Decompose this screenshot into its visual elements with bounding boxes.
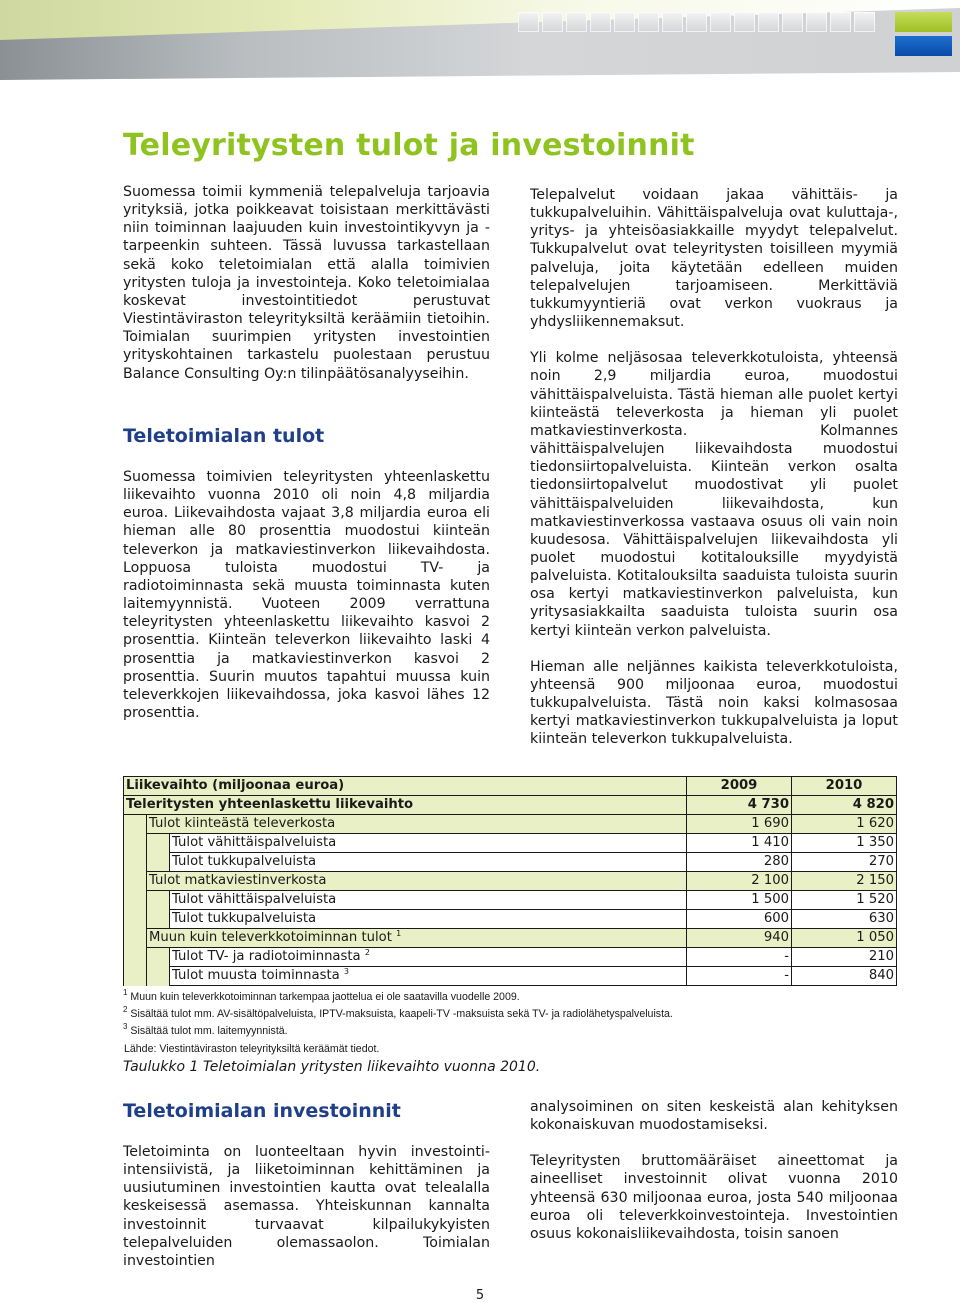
table-row-label: Tulot tukkupalveluista [170, 910, 687, 929]
table-cell-2009: - [687, 967, 792, 986]
footnote-mark: 3 [343, 967, 350, 976]
table-total-2009: 4 730 [687, 796, 792, 815]
table-indent [124, 815, 147, 986]
table-row [124, 967, 897, 986]
footnote-2: $^2$ Sisältää tulot mm. AV-sisältöpalveluista, IPTV-maksuista, kaapeli-TV -maksuista sekä TV- ja radiolähetyspalveluista. [123, 1005, 673, 1021]
table-row-label [147, 929, 687, 948]
table-row [124, 910, 897, 929]
table-total-2010: 4 820 [792, 796, 897, 815]
right-column-top [530, 186, 898, 767]
heading-investoinnit: Teletoimialan investoinnit [123, 1100, 401, 1122]
table-cell-2010: 1 520 [792, 891, 897, 910]
table-row-label-text: Tulot muusta toiminnasta [172, 968, 340, 983]
table-row [124, 815, 897, 834]
footnote-1: $^1$ Muun kuin televerkkotoiminnan tarkempaa jaottelua ei ole saatavilla vuodelle 2009. [123, 988, 520, 1003]
right-paragraph-3: Hieman alle neljännes kaikista televerkkotuloista, yhteensä 900 miljoonaa euroa, muodostui tukkupalveluista. Tästä noin kaksi kolmasosaa kertyi matkaviestinverkon tukkupalveluista ja loput kiinteän televerkon tukkupalveluista. [530, 658, 898, 748]
table-cell-2010: 1 620 [792, 815, 897, 834]
table-row-label: Tulot vähittäispalveluista [170, 834, 687, 853]
intro-paragraph: Suomessa toimii kymmeniä telepalveluja tarjoavia yrityksiä, jotka poikkeavat toisistaan merkittävästi niin toiminnan laajuuden kuin investointikyvyn ja -tarpeenkin suhteen. Tässä luvussa tarkastellaan sekä koko teletoimialan että alalla toimivien yritysten tuloja ja investointeja. Koko teletoimialaa koskevat investointitiedot perustuvat Viestintäviraston teleyrityksiltä keräämiin tietoihin. Toimialan suurimpien yritysten investointien yrityskohtainen tarkastelu puolestaan perustuu Balance Consulting Oy:n tilinpäätösanalyyseihin. [123, 184, 490, 382]
table-cell-2010: 2 150 [792, 872, 897, 891]
table-cell-2010: 1 050 [792, 929, 897, 948]
table-cell-2010: 840 [792, 967, 897, 986]
table-row [124, 872, 897, 891]
header-banner [0, 0, 960, 80]
heading-tulot: Teletoimialan tulot [123, 425, 325, 447]
table-row-label-text: Muun kuin televerkkotoiminnan tulot [149, 930, 392, 945]
footnote-mark: 1 [396, 929, 402, 938]
investoinnit-paragraph: Teletoiminta on luonteeltaan hyvin investointi-intensiivistä, ja liiketoiminnan kehittäminen ja uusiutuminen investointien kautta ovat telealalla keskeisessä asemassa. Yhteiskunnan kannalta investoinnit turvaavat kilpailukykyisten telepalveluiden olemassaolon. Toimialan investointien [123, 1144, 490, 1269]
table-row [124, 891, 897, 910]
table-indent [147, 891, 170, 929]
table-header-row [124, 777, 897, 796]
tulot-column [123, 468, 490, 722]
table-header-label: Liikevaihto (miljoonaa euroa) [124, 777, 687, 796]
table-row [124, 929, 897, 948]
table-cell-2009: 280 [687, 853, 792, 872]
table-header-2009: 2009 [687, 777, 792, 796]
table-cell-2009: 600 [687, 910, 792, 929]
banner-green-bar [895, 12, 952, 32]
investoinnit-paragraph-1: analysoiminen on siten keskeistä alan kehityksen kokonaiskuvan muodostamiseksi. [530, 1099, 898, 1134]
table-row [124, 834, 897, 853]
table-cell-2010: 270 [792, 853, 897, 872]
table-row-label: Tulot tukkupalveluista [170, 853, 687, 872]
table-row-label: Tulot vähittäispalveluista [170, 891, 687, 910]
table-cell-2009: 1 410 [687, 834, 792, 853]
table-row-label: Tulot matkaviestinverkosta [147, 872, 687, 891]
table-cell-2009: 1 500 [687, 891, 792, 910]
table-indent [147, 834, 170, 872]
table-cell-2010: 630 [792, 910, 897, 929]
banner-tiles [518, 12, 875, 32]
table-cell-2010: 1 350 [792, 834, 897, 853]
page-title: Teleyritysten tulot ja investoinnit [123, 128, 695, 163]
right-paragraph-1: Telepalvelut voidaan jakaa vähittäis- ja tukkupalveluihin. Vähittäispalveluja ovat kuluttaja-, yritys- ja yhteisöasiakkaille myydyt telepalvelut. Tukkupalvelut ovat teleyritysten toisilleen myymiä palveluja, joita käytetään edelleen muiden telepalvelujen tarjoamiseen. Merkittäviä tukkumyyntieriä ovat verkon vuokraus ja yhdysliikennemaksut. [530, 187, 898, 331]
table-cell-2009: 940 [687, 929, 792, 948]
intro-column [123, 183, 490, 383]
right-paragraph-2: Yli kolme neljäsosaa televerkkotuloista, yhteensä noin 2,9 miljardia euroa, muodostui vähittäispalveluista. Tästä hieman alle puolet kertyi kiinteästä televerkosta ja hieman yli puolet matkaviestinverkosta. Kolmannes vähittäispalvelujen liikevaihdosta muodostui tiedonsiirtopalveluista. Kiinteän verkon osalta tiedonsiirtopalvelut muodostivat yli puolet vähittäispalveluiden liikevaihdosta, kun matkaviestinverkossa vastaava osuus oli vain noin kuudesosa. Vähittäispalvelujen liikevaihdosta yli puolet muodostui kotitalouksille myydyistä palveluista. Kotitalouksilta saaduista tuloista suurin osa kertyi matkaviestinverkon palveluista, kun yritysasiakkailta saaduista tuloista suurin osa kertyi kiinteän verkon palveluista. [530, 350, 898, 639]
table-source: Lähde: Viestintäviraston teleyrityksiltä keräämät tiedot. [124, 1042, 380, 1055]
table-cell-2010: 210 [792, 948, 897, 967]
investoinnit-paragraph-2: Teleyritysten bruttomääräiset aineettomat ja aineelliset investoinnit olivat vuonna 2010 yhteensä 630 miljoonaa euroa, josta 540 miljoonaa euroa oli televerkkoinvestointeja. Investointien osuus kokonaisliikevaihdosta, toisin sanoen [530, 1153, 898, 1242]
tulot-paragraph: Suomessa toimivien teleyritysten yhteenlaskettu liikevaihto vuonna 2010 oli noin 4,8 miljardia euroa. Liikevaihdosta vajaat 3,8 miljardia euroa eli hieman alle 80 prosenttia muodostui kiinteän televerkon ja matkaviestinverkon liikevaihdosta. Loppuosa tuloista muodostui TV- ja radiotoiminnasta sekä muusta toiminnasta kuten laitemyynnistä. Vuoteen 2009 verrattuna teleyritysten yhteenlaskettu liikevaihto kasvoi 2 prosenttia. Kiinteän televerkon liikevaihto laski 4 prosenttia ja matkaviestinverkon kasvoi 2 prosenttia. Suurin muutos tapahtui muussa kuin televerkkojen liikevaihdossa, joka kasvoi lähes 12 prosenttia. [123, 469, 490, 722]
investoinnit-column-left [123, 1143, 490, 1270]
table-row [124, 948, 897, 967]
banner-blue-bar [895, 36, 952, 56]
table-header-2010: 2010 [792, 777, 897, 796]
table-cell-2009: - [687, 948, 792, 967]
revenue-table [123, 776, 897, 986]
table-row-label [170, 967, 687, 986]
table-notes [123, 989, 673, 1058]
footnote-3: $^3$ Sisältää tulot mm. laitemyynnistä. [123, 1022, 288, 1038]
table-total-row [124, 796, 897, 815]
table-row-label-text: Tulot TV- ja radiotoiminnasta [172, 949, 361, 964]
table-cell-2009: 1 690 [687, 815, 792, 834]
table-cell-2009: 2 100 [687, 872, 792, 891]
table-caption: Taulukko 1 Teletoimialan yritysten liikevaihto vuonna 2010. [123, 1059, 541, 1075]
table-row-label: Tulot kiinteästä televerkosta [147, 815, 687, 834]
table-indent [147, 948, 170, 986]
investoinnit-column-right [530, 1098, 898, 1261]
table-row-label [170, 948, 687, 967]
page-number: 5 [475, 1288, 485, 1303]
table-total-label: Teleritysten yhteenlaskettu liikevaihto [124, 796, 687, 815]
table-row [124, 853, 897, 872]
footnote-mark: 2 [364, 948, 370, 957]
